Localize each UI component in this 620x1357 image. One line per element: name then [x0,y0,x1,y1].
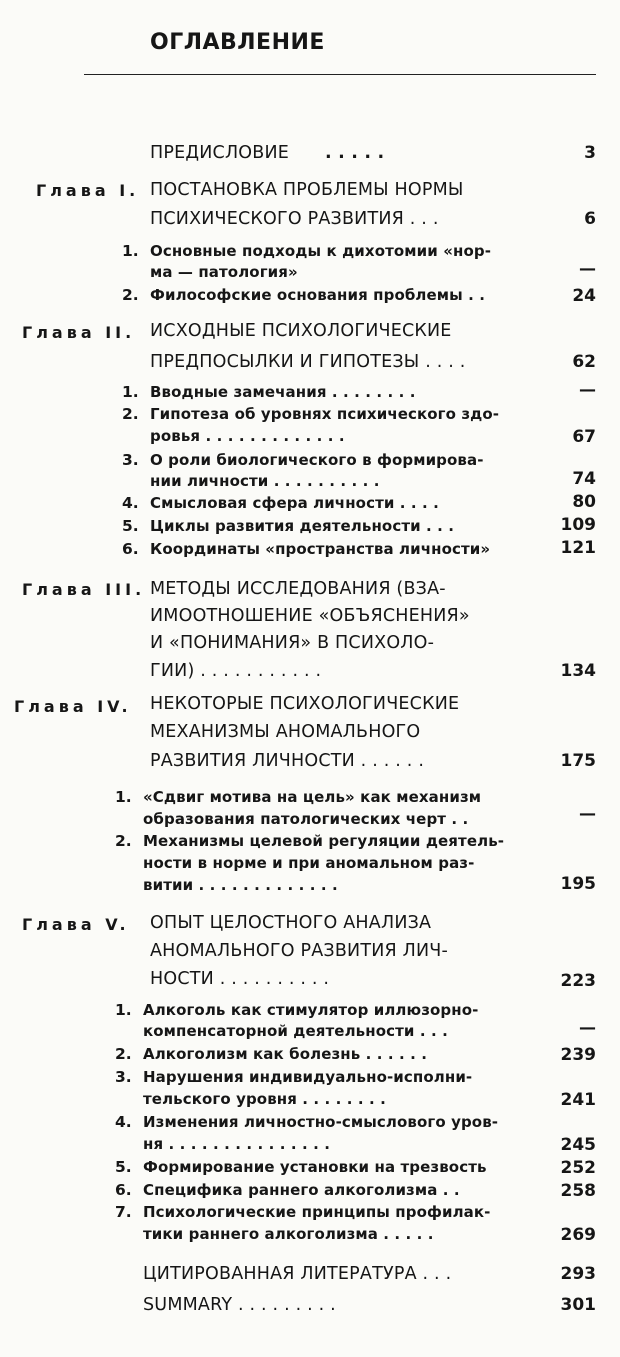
ch5-section-5-num: 5. [115,1158,132,1176]
chapter-5-title-line3: НОСТИ . . . . . . . . . . [150,969,330,989]
chapter-1-title-line1: ПОСТАНОВКА ПРОБЛЕМЫ НОРМЫ [150,180,464,200]
ch2-section-2-num: 2. [122,405,139,423]
chapter-3-title-line3: И «ПОНИМАНИЯ» В ПСИХОЛО- [150,633,435,653]
chapter-4-title-line3: РАЗВИТИЯ ЛИЧНОСТИ . . . . . . [150,751,425,771]
ch5-section-6-line1: Специфика раннего алкоголизма . . [143,1181,460,1199]
ch2-section-5-line1: Циклы развития деятельности . . . [150,517,455,535]
ch4-section-1-page: — [579,804,596,824]
ch5-section-4-page: 245 [560,1135,596,1155]
ch4-section-2-line1: Механизмы целевой регуляции деятель- [143,832,505,850]
ch5-section-5-line1: Формирование установки на трезвость [143,1158,487,1176]
ch5-section-1-page: — [579,1018,596,1038]
ch2-section-3-line1: О роли биологического в формирова- [150,451,484,469]
ch2-section-4-num: 4. [122,494,139,512]
ch5-section-3-line2: тельского уровня . . . . . . . . [143,1090,386,1108]
ch1-section-1-line2: ма — патология» [150,263,298,281]
chapter-3-title-line4: ГИИ) . . . . . . . . . . . [150,661,322,681]
ch5-section-4-line2: ня . . . . . . . . . . . . . . . [143,1135,331,1153]
chapter-4-title-line2: МЕХАНИЗМЫ АНОМАЛЬНОГО [150,722,421,742]
chapter-5-title-line1: ОПЫТ ЦЕЛОСТНОГО АНАЛИЗА [150,913,432,933]
chapter-3-page: 134 [560,661,596,681]
ch5-section-1-line2: компенсаторной деятельности . . . [143,1022,448,1040]
chapter-3-title-line1: МЕТОДЫ ИССЛЕДОВАНИЯ (ВЗА- [150,579,446,599]
page-title: ОГЛАВЛЕНИЕ [150,30,325,55]
chapter-5-page: 223 [560,971,596,991]
ch5-section-7-line1: Психологические принципы профилак- [143,1203,491,1221]
ch4-section-2-line2: ности в норме и при аномальном раз- [143,854,475,872]
literature-page: 293 [560,1264,596,1284]
ch2-section-6-num: 6. [122,540,139,558]
chapter-4-label: Глава IV. [14,697,132,716]
summary-page: 301 [560,1295,596,1315]
ch2-section-2-line1: Гипотеза об уровнях психического здо- [150,405,500,423]
ch5-section-5-page: 252 [560,1158,596,1178]
ch2-section-5-num: 5. [122,517,139,535]
ch2-section-3-page: 74 [572,469,596,489]
ch2-section-4-page: 80 [572,492,596,512]
title-divider [84,74,596,75]
summary-entry: SUMMARY . . . . . . . . . [143,1295,336,1315]
ch4-section-2-line3: витии . . . . . . . . . . . . . [143,876,338,894]
chapter-2-label: Глава II. [22,323,136,342]
ch2-section-3-num: 3. [122,451,139,469]
ch5-section-6-page: 258 [560,1181,596,1201]
ch5-section-2-num: 2. [115,1045,132,1063]
ch2-section-2-page: 67 [572,427,596,447]
ch1-section-1-num: 1. [122,242,139,260]
ch1-section-1-page: — [579,259,596,279]
preface-entry: ПРЕДИСЛОВИЕ [150,143,290,163]
ch1-section-2-page: 24 [572,286,596,306]
chapter-2-page: 62 [572,352,596,372]
ch2-section-6-line1: Координаты «пространства личности» [150,540,491,558]
ch5-section-1-num: 1. [115,1001,132,1019]
ch1-section-2-line1: Философские основания проблемы . . [150,286,486,304]
ch5-section-1-line1: Алкоголь как стимулятор иллюзорно- [143,1001,479,1019]
chapter-2-title-line2: ПРЕДПОСЫЛКИ И ГИПОТЕЗЫ . . . . [150,352,466,372]
ch5-section-2-page: 239 [560,1045,596,1065]
ch2-section-4-line1: Смысловая сфера личности . . . . [150,494,439,512]
preface-dots: . . . . . [325,143,385,163]
chapter-4-page: 175 [560,751,596,771]
ch2-section-1-num: 1. [122,383,139,401]
ch5-section-6-num: 6. [115,1181,132,1199]
ch5-section-3-num: 3. [115,1068,132,1086]
chapter-1-title-line2: ПСИХИЧЕСКОГО РАЗВИТИЯ . . . [150,209,439,229]
ch2-section-3-line2: нии личности . . . . . . . . . . [150,472,380,490]
chapter-3-title-line2: ИМООТНОШЕНИЕ «ОБЪЯСНЕНИЯ» [150,606,470,626]
ch5-section-4-line1: Изменения личностно-смыслового уров- [143,1113,499,1131]
chapter-1-label: Глава I. [36,181,140,200]
ch2-section-1-line1: Вводные замечания . . . . . . . . [150,383,416,401]
ch5-section-4-num: 4. [115,1113,132,1131]
ch4-section-1-line1: «Сдвиг мотива на цель» как механизм [143,788,482,806]
ch2-section-1-page: — [579,380,596,400]
chapter-3-label: Глава III. [22,580,146,599]
ch2-section-6-page: 121 [560,538,596,558]
ch5-section-7-line2: тики раннего алкоголизма . . . . . [143,1225,434,1243]
chapter-1-page: 6 [584,209,596,229]
ch4-section-2-page: 195 [560,874,596,894]
ch5-section-3-line1: Нарушения индивидуально-исполни- [143,1068,473,1086]
chapter-2-title-line1: ИСХОДНЫЕ ПСИХОЛОГИЧЕСКИЕ [150,321,452,341]
chapter-5-title-line2: АНОМАЛЬНОГО РАЗВИТИЯ ЛИЧ- [150,941,448,961]
ch5-section-7-num: 7. [115,1203,132,1221]
ch2-section-2-line2: ровья . . . . . . . . . . . . . [150,427,345,445]
preface-page: 3 [584,143,596,163]
ch4-section-1-num: 1. [115,788,132,806]
ch5-section-7-page: 269 [560,1225,596,1245]
literature-entry: ЦИТИРОВАННАЯ ЛИТЕРАТУРА . . . [143,1264,452,1284]
ch1-section-2-num: 2. [122,286,139,304]
ch4-section-2-num: 2. [115,832,132,850]
ch4-section-1-line2: образования патологических черт . . [143,810,469,828]
ch2-section-5-page: 109 [560,515,596,535]
chapter-5-label: Глава V. [22,915,130,934]
ch5-section-2-line1: Алкоголизм как болезнь . . . . . . [143,1045,428,1063]
ch5-section-3-page: 241 [560,1090,596,1110]
chapter-4-title-line1: НЕКОТОРЫЕ ПСИХОЛОГИЧЕСКИЕ [150,694,460,714]
ch1-section-1-line1: Основные подходы к дихотомии «нор- [150,242,492,260]
